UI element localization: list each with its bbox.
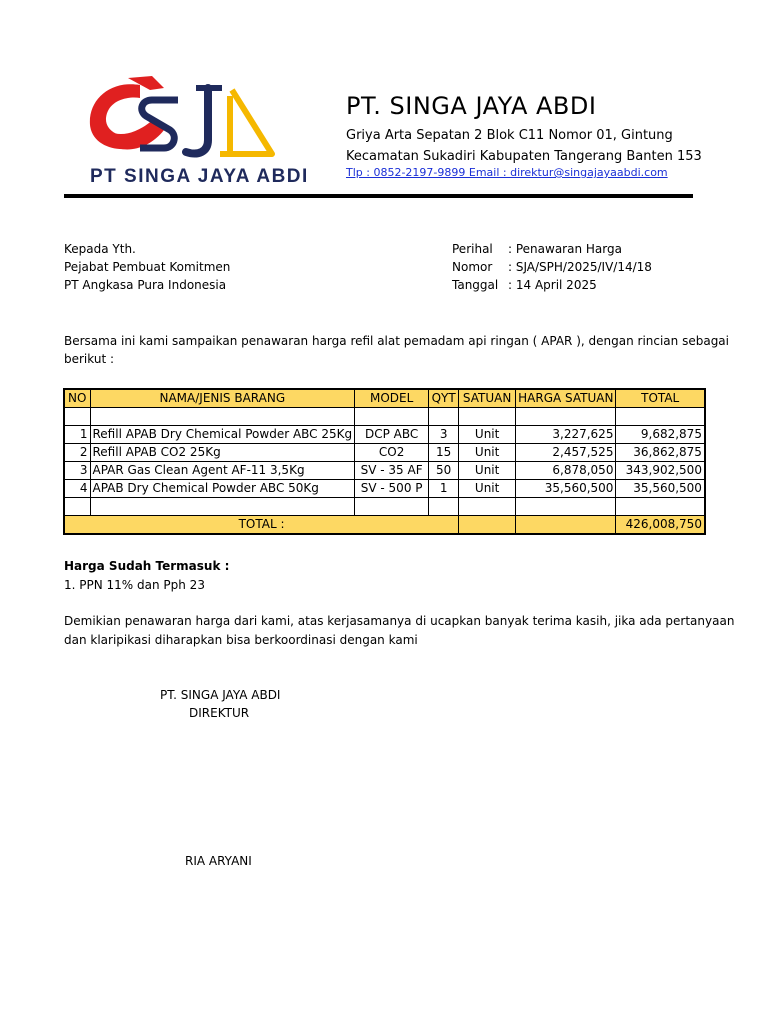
cell-total: 343,902,500: [616, 462, 705, 480]
cell-item: APAB Dry Chemical Powder ABC 50Kg: [90, 480, 355, 498]
cell-total: 35,560,500: [616, 480, 705, 498]
cell-model: CO2: [355, 444, 429, 462]
cell-no: 3: [64, 462, 90, 480]
recipient-line-3: PT Angkasa Pura Indonesia: [64, 278, 227, 292]
cell-unit-price: 6,878,050: [516, 462, 616, 480]
total-value: 426,008,750: [616, 516, 705, 535]
table-total-row: [64, 516, 705, 535]
cell-unit-price: 2,457,525: [516, 444, 616, 462]
company-contact-link[interactable]: Tlp : 0852-2197-9899 Email : direktur@singajayaabdi.com: [346, 166, 668, 179]
company-address-1: Griya Arta Sepatan 2 Blok C11 Nomor 01, Gintung: [346, 128, 673, 143]
col-header-qyt: QYT: [429, 389, 459, 408]
closing-line-2: dan klaripikasi diharapkan bisa berkoordinasi dengan kami: [64, 633, 418, 647]
table-row: [64, 480, 705, 498]
cell-total: 9,682,875: [616, 426, 705, 444]
nomor-value: : SJA/SPH/2025/IV/14/18: [508, 260, 652, 274]
table-row-empty: [64, 408, 705, 426]
cell-no: 4: [64, 480, 90, 498]
cell-unit: Unit: [459, 426, 516, 444]
cell-unit-price: 3,227,625: [516, 426, 616, 444]
col-header-harga-satuan: HARGA SATUAN: [516, 389, 616, 408]
table-row: [64, 426, 705, 444]
cell-model: DCP ABC: [355, 426, 429, 444]
recipient-line-2: Pejabat Pembuat Komitmen: [64, 260, 231, 274]
company-name: PT. SINGA JAYA ABDI: [346, 92, 597, 120]
perihal-label: Perihal: [452, 242, 493, 256]
table-row: [64, 462, 705, 480]
logo-text: PT SINGA JAYA ABDI: [90, 166, 309, 187]
signature-title: DIREKTUR: [189, 706, 250, 720]
cell-qty: 3: [429, 426, 459, 444]
total-label: TOTAL :: [64, 516, 459, 535]
letter-j: [186, 88, 208, 154]
col-header-nama: NAMA/JENIS BARANG: [90, 389, 355, 408]
cell-qty: 50: [429, 462, 459, 480]
table-header-row: [64, 389, 705, 408]
col-header-model: MODEL: [355, 389, 429, 408]
cell-unit: Unit: [459, 462, 516, 480]
cell-total: 36,862,875: [616, 444, 705, 462]
closing-line-1: Demikian penawaran harga dari kami, atas kerjasamanya di ucapkan banyak terima kasih, jika ada pertanyaan: [64, 614, 735, 628]
cell-item: APAR Gas Clean Agent AF-11 3,5Kg: [90, 462, 355, 480]
table-row: [64, 444, 705, 462]
col-header-total: TOTAL: [616, 389, 705, 408]
nomor-label: Nomor: [452, 260, 493, 274]
cell-qty: 15: [429, 444, 459, 462]
cell-item: Refill APAB Dry Chemical Powder ABC 25Kg: [90, 426, 355, 444]
cell-unit: Unit: [459, 480, 516, 498]
company-logo: [80, 70, 320, 190]
includes-item-1: 1. PPN 11% dan Pph 23: [64, 578, 205, 592]
cell-unit-price: 35,560,500: [516, 480, 616, 498]
includes-title: Harga Sudah Termasuk :: [64, 559, 230, 573]
cell-no: 2: [64, 444, 90, 462]
tanggal-label: Tanggal: [452, 278, 499, 292]
price-table: [63, 388, 706, 535]
table-row-empty: [64, 498, 705, 516]
intro-line-1: Bersama ini kami sampaikan penawaran harga refil alat pemadam api ringan ( APAR ), dengan rincian sebagai: [64, 334, 729, 348]
col-header-no: NO: [64, 389, 90, 408]
cell-qty: 1: [429, 480, 459, 498]
intro-line-2: berikut :: [64, 352, 115, 366]
signature-company: PT. SINGA JAYA ABDI: [160, 688, 281, 702]
col-header-satuan: SATUAN: [459, 389, 516, 408]
signature-name: RIA ARYANI: [185, 854, 252, 868]
tanggal-value: : 14 April 2025: [508, 278, 597, 292]
cell-no: 1: [64, 426, 90, 444]
cell-unit: Unit: [459, 444, 516, 462]
header-divider: [64, 194, 693, 198]
cell-item: Refill APAB CO2 25Kg: [90, 444, 355, 462]
cell-model: SV - 35 AF: [355, 462, 429, 480]
cell-model: SV - 500 P: [355, 480, 429, 498]
recipient-line-1: Kepada Yth.: [64, 242, 136, 256]
company-address-2: Kecamatan Sukadiri Kabupaten Tangerang Banten 153: [346, 149, 702, 164]
perihal-value: : Penawaran Harga: [508, 242, 622, 256]
